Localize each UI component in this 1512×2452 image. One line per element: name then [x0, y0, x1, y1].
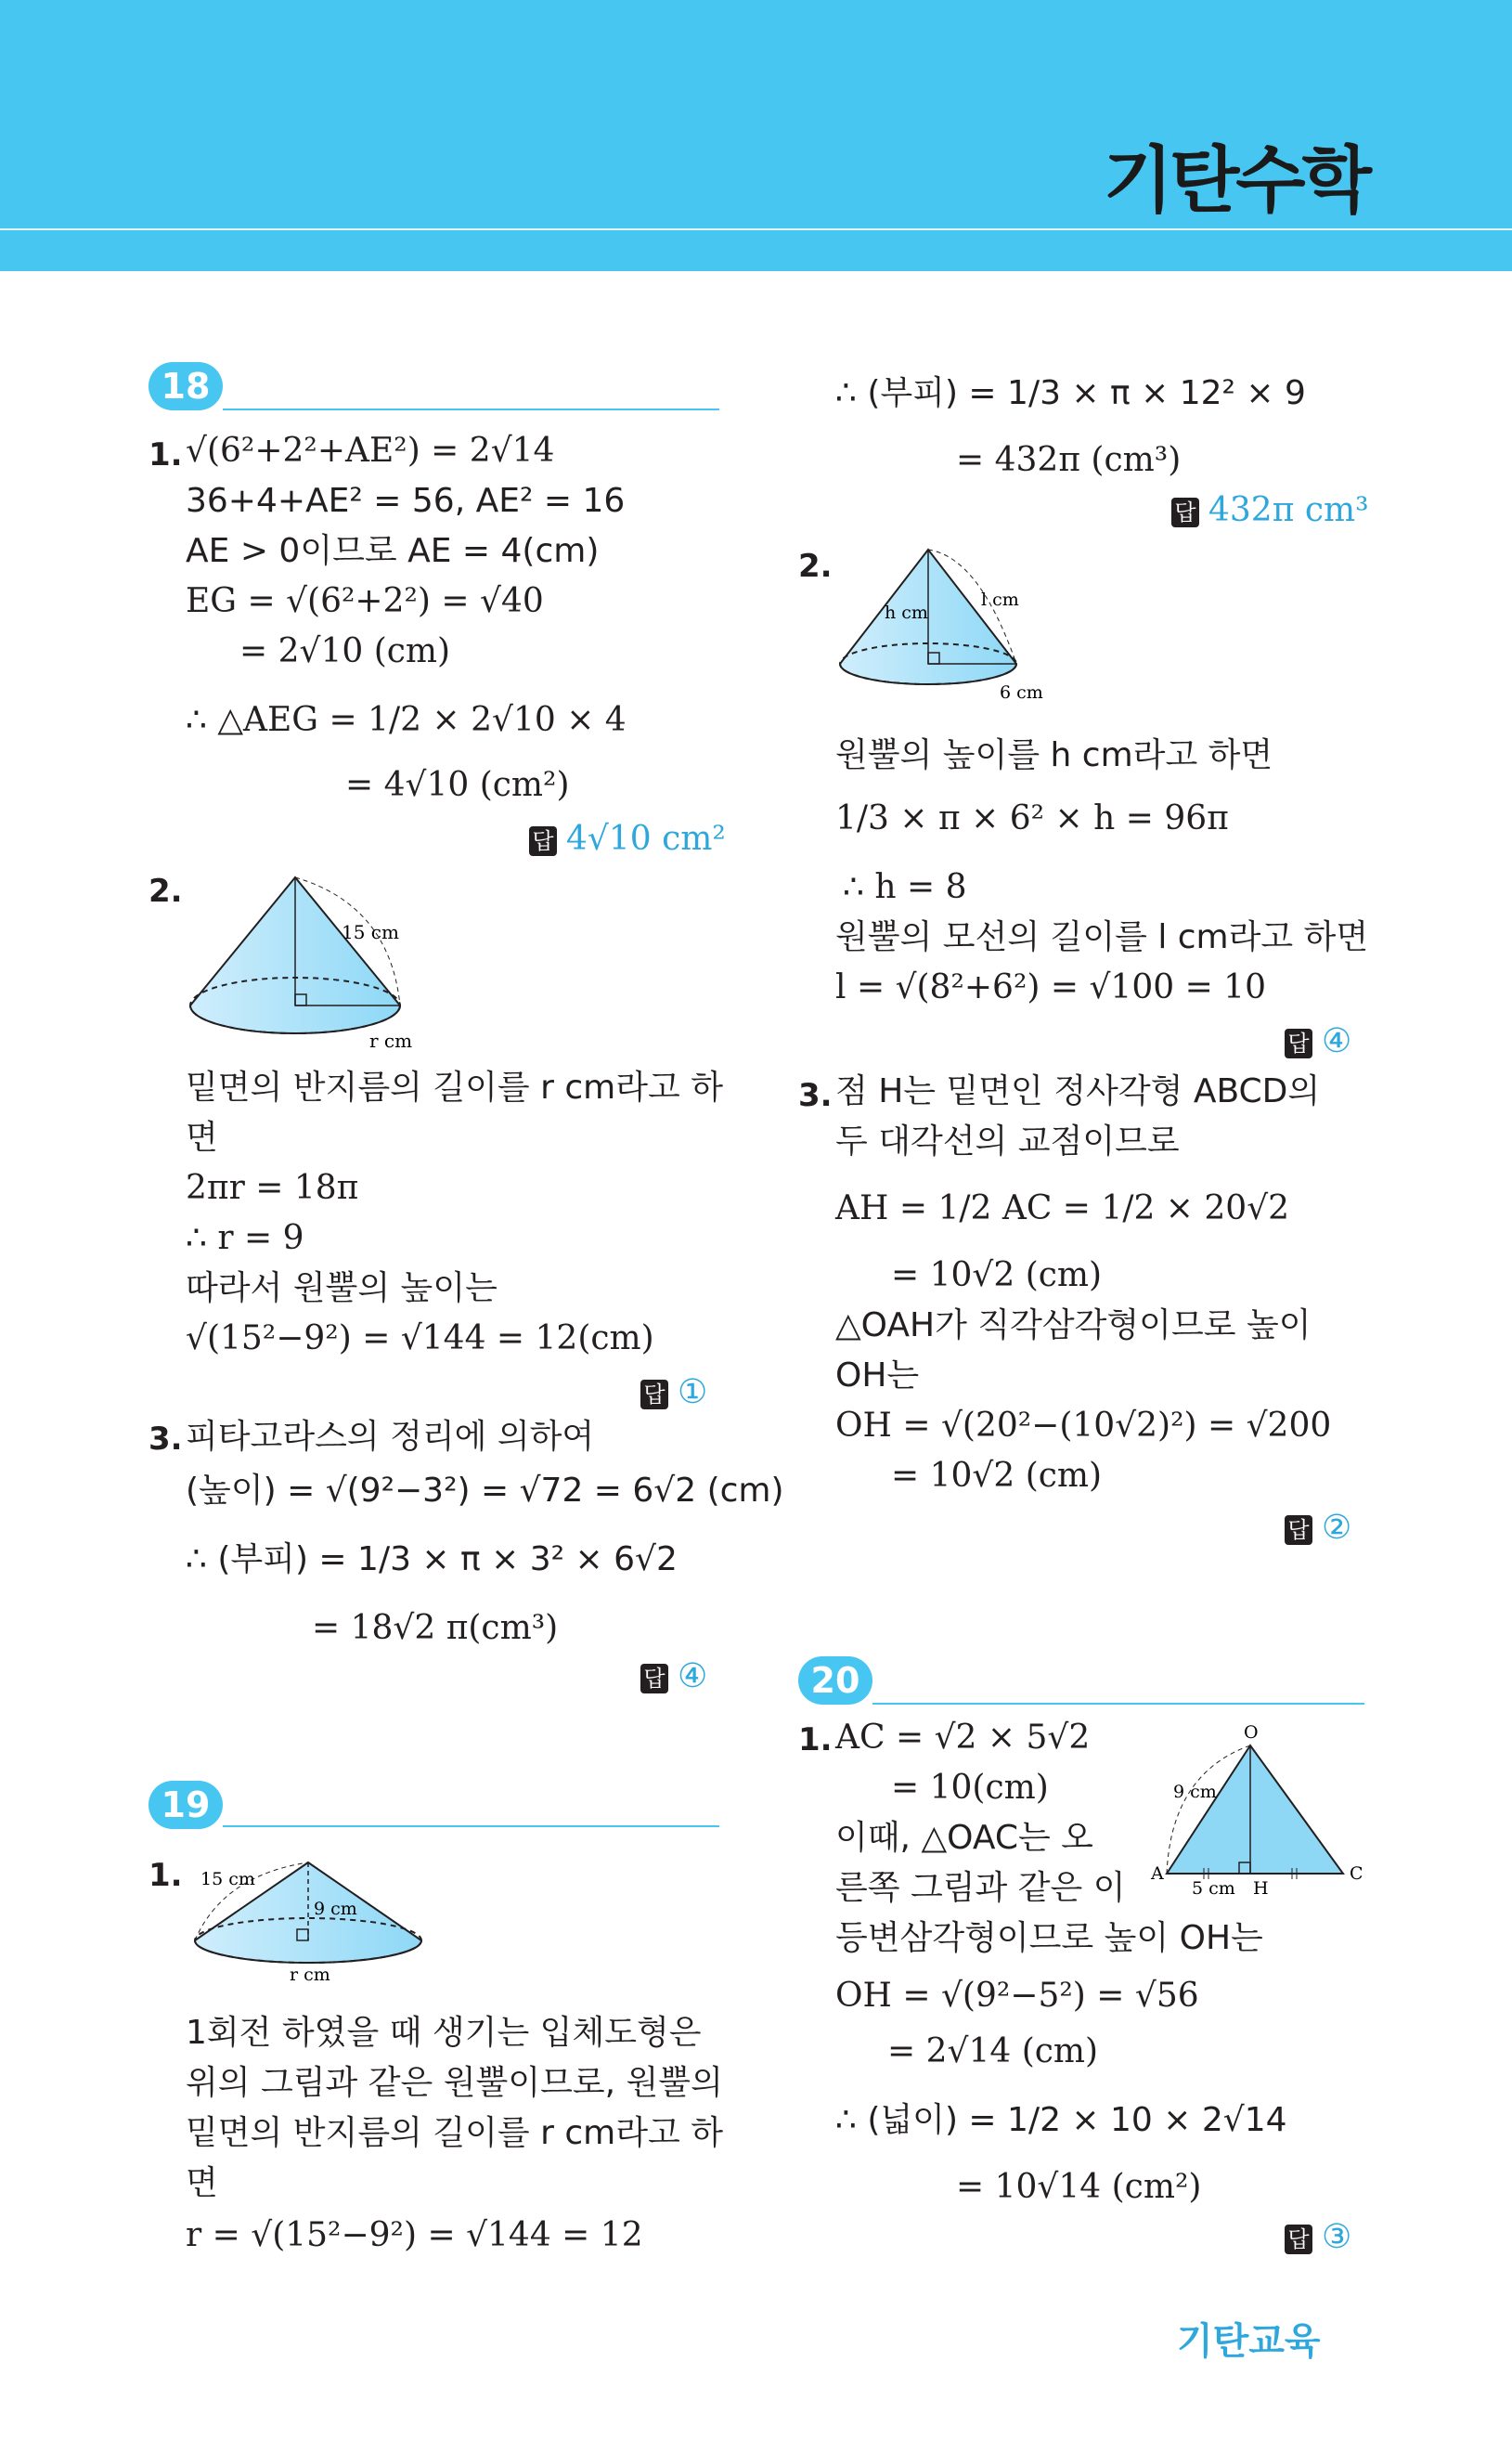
section-badge-20: 20: [798, 1656, 872, 1705]
answer-value: 4√10 cm²: [566, 820, 726, 858]
equation-line: 2πr = 18π: [186, 1169, 359, 1207]
answer-value: 432π cm³: [1208, 491, 1369, 529]
equation-line: (높이) = √(9²−3²) = √72 = 6√2 (cm): [186, 1472, 784, 1510]
equation-line: = 432π (cm³): [956, 441, 1182, 479]
answer-value: ②: [1322, 1509, 1352, 1547]
equation-line: = 10(cm): [891, 1769, 1049, 1807]
equation-line: AC = √2 × 5√2: [835, 1719, 1091, 1757]
equation-line: ∴ (부피) = 1/3 × π × 12² × 9: [835, 374, 1306, 412]
answer-mark-icon: 답: [640, 1380, 668, 1409]
equation-line: ∴ (부피) = 1/3 × π × 3² × 6√2: [186, 1540, 678, 1578]
answer-mark-icon: 답: [640, 1664, 668, 1693]
answer-value: ③: [1322, 2218, 1352, 2256]
vertex-H: H: [1253, 1878, 1269, 1899]
text-line: 피타고라스의 정리에 의하여: [186, 1418, 595, 1456]
cone-figure: [176, 868, 418, 1054]
text-line: 따라서 원뿔의 높이는: [186, 1269, 498, 1307]
answer-value: ④: [1322, 1022, 1352, 1060]
text-line: 밑면의 반지름의 길이를 r cm라고 하: [186, 2114, 723, 2152]
answer-mark-icon: 답: [1285, 2225, 1312, 2254]
problem-number: 1.: [798, 1721, 833, 1758]
half-base-label: 5 cm: [1192, 1878, 1235, 1899]
equation-line: = 10√2 (cm): [891, 1256, 1103, 1294]
slant-label: 15 cm: [342, 921, 399, 943]
text-line: 면: [186, 2164, 218, 2202]
text-line: OH는: [835, 1356, 920, 1395]
equation-line: √(15²−9²) = √144 = 12(cm): [186, 1319, 654, 1357]
radius-label: 6 cm: [1000, 682, 1043, 703]
section-rule: [872, 1703, 1364, 1705]
text-line: 밑면의 반지름의 길이를 r cm라고 하: [186, 1069, 723, 1107]
answer-mark-icon: 답: [1171, 498, 1199, 527]
answer-mark-icon: 답: [1285, 1515, 1312, 1545]
triangle-figure: [1144, 1718, 1376, 1903]
text-line: 면: [186, 1119, 218, 1157]
answer-line: [640, 1658, 707, 1695]
section-rule: [223, 409, 719, 410]
equation-line: EG = √(6²+2²) = √40: [186, 582, 544, 620]
brand-logo: 기탄수학: [1103, 139, 1368, 223]
equation-line: = 18√2 π(cm³): [312, 1609, 559, 1647]
text-line: 점 H는 밑면인 정사각형 ABCD의: [835, 1072, 1321, 1110]
equation-line: ∴ h = 8: [843, 868, 967, 906]
equation-line: OH = √(9²−5²) = √56: [835, 1977, 1199, 2015]
slant-label: l cm: [981, 590, 1019, 610]
equation-line: ∴ (넓이) = 1/2 × 10 × 2√14: [835, 2101, 1287, 2139]
problem-number: 1.: [149, 436, 183, 474]
equation-line: = 10√14 (cm²): [956, 2168, 1202, 2206]
slant-label: 15 cm: [200, 1869, 255, 1889]
answer-value: ④: [678, 1657, 708, 1695]
height-label: h cm: [885, 603, 928, 623]
problem-number: 2.: [149, 873, 183, 910]
answer-line: [1171, 492, 1369, 529]
problem-number: 2.: [798, 548, 833, 585]
equation-line: 36+4+AE² = 56, AE² = 16: [186, 482, 626, 520]
text-line: 1회전 하였을 때 생기는 입체도형은: [186, 2014, 702, 2052]
answer-value: ①: [678, 1373, 708, 1411]
text-line: 이때, △OAC는 오: [835, 1819, 1093, 1857]
text-line: 원뿔의 높이를 h cm라고 하면: [835, 736, 1273, 774]
equation-line: = 10√2 (cm): [891, 1457, 1103, 1495]
equation-line: 1/3 × π × 6² × h = 96π: [835, 799, 1229, 837]
problem-number: 3.: [149, 1421, 183, 1458]
answer-line: [640, 1374, 707, 1411]
header-divider: [0, 228, 1512, 230]
answer-line: [1285, 2219, 1351, 2256]
equation-line: = 4√10 (cm²): [345, 766, 570, 804]
answer-line: [529, 821, 726, 858]
equation-line: = 2√14 (cm): [887, 2032, 1099, 2070]
publisher-logo: 기탄교육: [1177, 2320, 1321, 2363]
text-line: 등변삼각형이므로 높이 OH는: [835, 1919, 1263, 1957]
problem-number: 3.: [798, 1077, 833, 1114]
text-line: 원뿔의 모선의 길이를 l cm라고 하면: [835, 918, 1369, 956]
text-line: 른쪽 그림과 같은 이: [835, 1869, 1126, 1907]
answer-mark-icon: 답: [1285, 1029, 1312, 1058]
radius-label: r cm: [369, 1030, 413, 1052]
side-label: 9 cm: [1173, 1782, 1217, 1802]
vertex-O: O: [1244, 1722, 1259, 1743]
text-line: △OAH가 직각삼각형이므로 높이: [835, 1306, 1312, 1344]
equation-line: AH = 1/2 AC = 1/2 × 20√2: [835, 1189, 1290, 1227]
page-header: [0, 0, 1512, 271]
answer-mark-icon: 답: [529, 826, 557, 856]
equation-line: r = √(15²−9²) = √144 = 12: [186, 2216, 643, 2254]
problem-number: 1.: [149, 1857, 183, 1894]
height-label: 9 cm: [314, 1899, 357, 1919]
vertex-A: A: [1151, 1863, 1164, 1884]
equation-line: ∴ △AEG = 1/2 × 2√10 × 4: [186, 701, 627, 739]
radius-label: r cm: [290, 1965, 330, 1985]
cone-figure: [186, 1848, 436, 1987]
answer-line: [1285, 1023, 1351, 1060]
answer-line: [1285, 1510, 1351, 1547]
section-rule: [223, 1825, 719, 1827]
text-line: 위의 그림과 같은 원뿔이므로, 원뿔의: [186, 2064, 723, 2102]
equation-line: OH = √(20²−(10√2)²) = √200: [835, 1407, 1332, 1445]
equation-line: = 2√10 (cm): [239, 632, 451, 670]
section-badge-19: 19: [149, 1781, 223, 1829]
equation-line: ∴ r = 9: [186, 1219, 304, 1257]
vertex-C: C: [1350, 1863, 1363, 1884]
text-line: 두 대각선의 교점이므로: [835, 1122, 1180, 1161]
section-badge-18: 18: [149, 362, 223, 410]
equation-line: √(6²+2²+AE²) = 2√14: [186, 432, 555, 470]
equation-line: AE > 0이므로 AE = 4(cm): [186, 532, 600, 570]
equation-line: l = √(8²+6²) = √100 = 10: [835, 968, 1266, 1006]
cone-figure: [831, 538, 1072, 715]
